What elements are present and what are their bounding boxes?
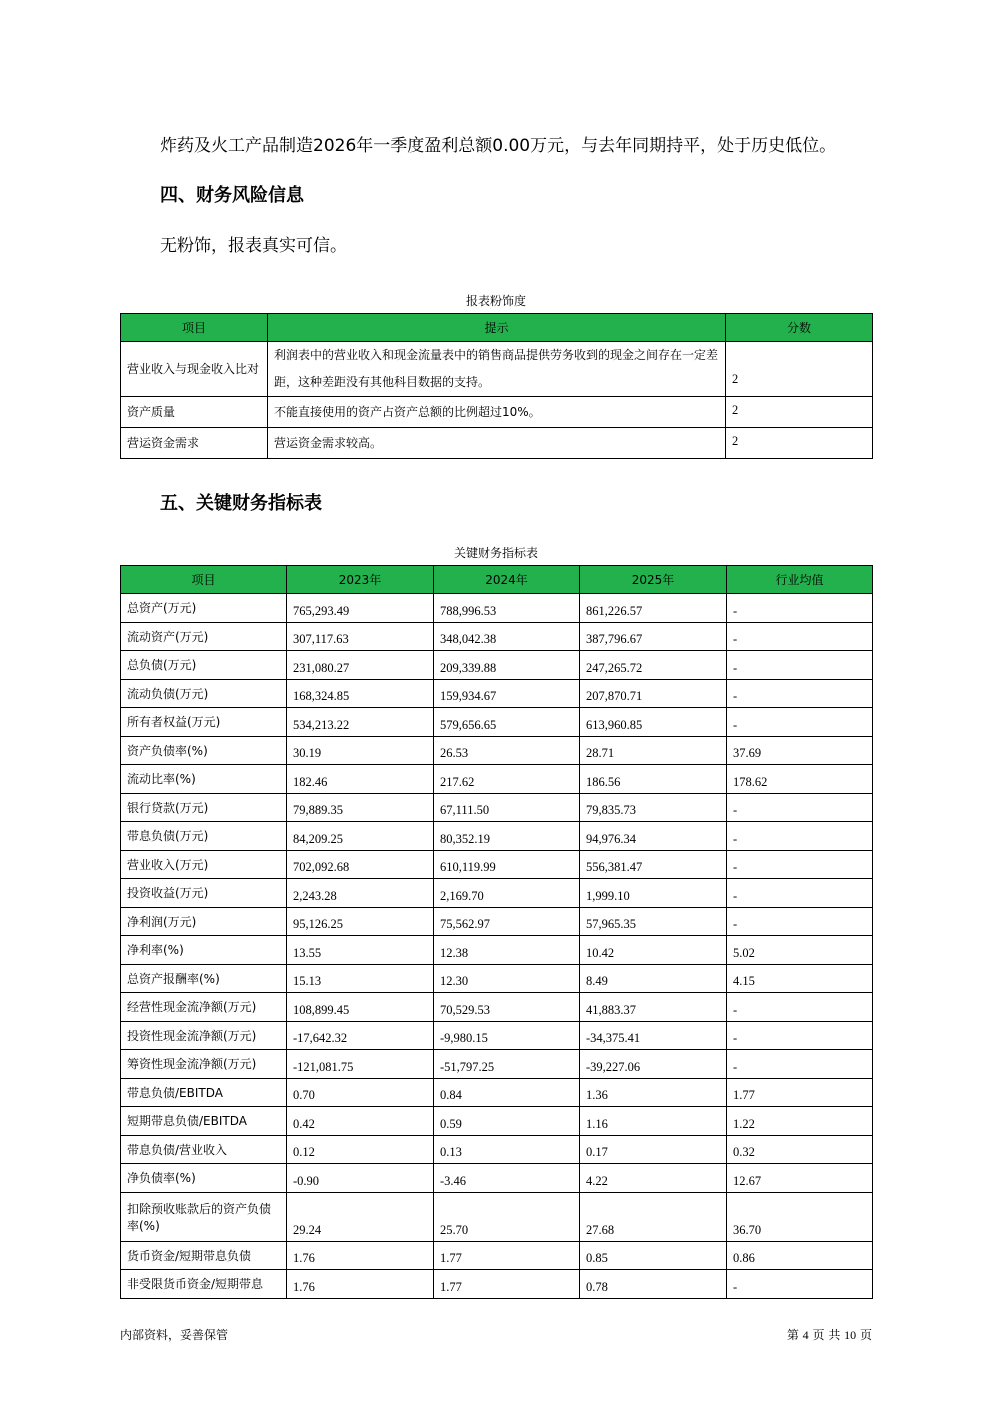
- row-label-cell: 净负债率(%): [121, 1164, 287, 1193]
- row-label-cell: 总资产(万元): [121, 594, 287, 623]
- page-total: 10: [844, 1328, 857, 1342]
- value-2025-cell: -34,375.41: [580, 1021, 727, 1050]
- value-2025-cell: 79,835.73: [580, 793, 727, 822]
- table-row: [121, 879, 873, 908]
- value-2025-cell: 0.85: [580, 1241, 727, 1270]
- value-2025-cell: 4.22: [580, 1164, 727, 1193]
- table-row: [121, 850, 873, 879]
- value-2025-cell: 556,381.47: [580, 850, 727, 879]
- table-row: [121, 594, 873, 623]
- table-row: [121, 1135, 873, 1164]
- value-2025-cell: 10.42: [580, 936, 727, 965]
- value-2023-cell: 307,117.63: [287, 622, 434, 651]
- header-hint: 提示: [268, 314, 726, 342]
- industry-avg-cell: -: [727, 622, 873, 651]
- value-2024-cell: -9,980.15: [434, 1021, 580, 1050]
- row-label-cell: 筹资性现金流净额(万元): [121, 1050, 287, 1079]
- value-2025-cell: 1,999.10: [580, 879, 727, 908]
- row-label-cell: 资产负债率(%): [121, 736, 287, 765]
- value-2025-cell: 8.49: [580, 964, 727, 993]
- table-row: [121, 651, 873, 680]
- table-row: [121, 1078, 873, 1107]
- value-2025-cell: 861,226.57: [580, 594, 727, 623]
- value-2025-cell: 186.56: [580, 765, 727, 794]
- row-label-cell: 流动负债(万元): [121, 679, 287, 708]
- value-2023-cell: 534,213.22: [287, 708, 434, 737]
- page-mid: 页 共: [812, 1328, 841, 1342]
- value-2024-cell: 12.30: [434, 964, 580, 993]
- value-2025-cell: 387,796.67: [580, 622, 727, 651]
- row-label-cell: 带息负债/营业收入: [121, 1135, 287, 1164]
- value-2023-cell: 0.42: [287, 1107, 434, 1136]
- industry-avg-cell: 1.77: [727, 1078, 873, 1107]
- value-2023-cell: 0.70: [287, 1078, 434, 1107]
- table-row: [121, 736, 873, 765]
- industry-avg-cell: -: [727, 850, 873, 879]
- industry-avg-cell: -: [727, 907, 873, 936]
- row-label-cell: 带息负债/EBITDA: [121, 1078, 287, 1107]
- value-2023-cell: 168,324.85: [287, 679, 434, 708]
- value-2025-cell: 613,960.85: [580, 708, 727, 737]
- value-2024-cell: 26.53: [434, 736, 580, 765]
- page-suffix: 页: [859, 1328, 872, 1342]
- value-2023-cell: 2,243.28: [287, 879, 434, 908]
- value-2024-cell: 0.59: [434, 1107, 580, 1136]
- whitewash-table: [120, 313, 873, 459]
- table-row: [121, 765, 873, 794]
- value-2023-cell: 30.19: [287, 736, 434, 765]
- value-2023-cell: 108,899.45: [287, 993, 434, 1022]
- row-score-cell: 2: [726, 428, 873, 459]
- indicator-table: [120, 565, 873, 1299]
- value-2024-cell: 1.77: [434, 1270, 580, 1299]
- value-2024-cell: 788,996.53: [434, 594, 580, 623]
- value-2023-cell: 79,889.35: [287, 793, 434, 822]
- value-2024-cell: 75,562.97: [434, 907, 580, 936]
- row-score-cell: 2: [726, 397, 873, 428]
- row-score-cell: 2: [726, 342, 873, 397]
- industry-avg-cell: 178.62: [727, 765, 873, 794]
- row-label-cell: 投资性现金流净额(万元): [121, 1021, 287, 1050]
- row-item-cell: 营运资金需求: [121, 428, 268, 459]
- table-row: [121, 822, 873, 851]
- indicator-table-caption: 关键财务指标表: [453, 546, 538, 560]
- value-2024-cell: 67,111.50: [434, 793, 580, 822]
- value-2023-cell: 765,293.49: [287, 594, 434, 623]
- section-4-text: 无粉饰，报表真实可信。: [160, 236, 347, 256]
- row-label-cell: 非受限货币资金/短期带息: [121, 1270, 287, 1299]
- industry-avg-cell: -: [727, 594, 873, 623]
- value-2023-cell: -0.90: [287, 1164, 434, 1193]
- intro-paragraph: 炸药及火工产品制造2026年一季度盈利总额0.00万元，与去年同期持平，处于历史低位。: [160, 136, 837, 156]
- value-2023-cell: 15.13: [287, 964, 434, 993]
- row-hint-cell: 营运资金需求较高。: [268, 428, 726, 459]
- value-2025-cell: 0.78: [580, 1270, 727, 1299]
- footer-confidential: 内部资料，妥善保管: [120, 1328, 229, 1342]
- value-2024-cell: 579,656.65: [434, 708, 580, 737]
- table-row: [121, 1050, 873, 1079]
- value-2023-cell: 13.55: [287, 936, 434, 965]
- industry-avg-cell: 1.22: [727, 1107, 873, 1136]
- footer-page-number: [787, 1326, 872, 1343]
- table-row: [121, 936, 873, 965]
- row-label-cell: 营业收入(万元): [121, 850, 287, 879]
- value-2025-cell: 0.17: [580, 1135, 727, 1164]
- row-label-cell: 净利率(%): [121, 936, 287, 965]
- industry-avg-cell: 36.70: [727, 1192, 873, 1241]
- header-item: 项目: [121, 314, 268, 342]
- value-2023-cell: 182.46: [287, 765, 434, 794]
- header-industry-avg: 行业均值: [727, 566, 873, 594]
- table-row: [121, 1192, 873, 1241]
- header-item: 项目: [121, 566, 287, 594]
- industry-avg-cell: 0.32: [727, 1135, 873, 1164]
- row-label-cell: 扣除预收账款后的资产负债率(%): [121, 1192, 287, 1241]
- header-score: 分数: [726, 314, 873, 342]
- value-2024-cell: 70,529.53: [434, 993, 580, 1022]
- row-label-cell: 净利润(万元): [121, 907, 287, 936]
- value-2023-cell: 1.76: [287, 1270, 434, 1299]
- value-2025-cell: 28.71: [580, 736, 727, 765]
- value-2024-cell: 2,169.70: [434, 879, 580, 908]
- value-2024-cell: 0.84: [434, 1078, 580, 1107]
- section-4-heading: 四、财务风险信息: [160, 185, 304, 206]
- table-row: [121, 708, 873, 737]
- row-label-cell: 短期带息负债/EBITDA: [121, 1107, 287, 1136]
- whitewash-table-caption: 报表粉饰度: [465, 294, 526, 308]
- value-2025-cell: 94,976.34: [580, 822, 727, 851]
- industry-avg-cell: -: [727, 993, 873, 1022]
- value-2025-cell: 41,883.37: [580, 993, 727, 1022]
- row-label-cell: 总资产报酬率(%): [121, 964, 287, 993]
- table-row: [121, 1241, 873, 1270]
- industry-avg-cell: -: [727, 651, 873, 680]
- value-2023-cell: -121,081.75: [287, 1050, 434, 1079]
- value-2025-cell: 247,265.72: [580, 651, 727, 680]
- industry-avg-cell: -: [727, 708, 873, 737]
- table-row: [121, 1021, 873, 1050]
- value-2024-cell: 1.77: [434, 1241, 580, 1270]
- value-2024-cell: 610,119.99: [434, 850, 580, 879]
- industry-avg-cell: -: [727, 822, 873, 851]
- table-row: [121, 793, 873, 822]
- row-label-cell: 总负债(万元): [121, 651, 287, 680]
- value-2025-cell: -39,227.06: [580, 1050, 727, 1079]
- header-2025: 2025年: [580, 566, 727, 594]
- value-2024-cell: -3.46: [434, 1164, 580, 1193]
- value-2025-cell: 1.16: [580, 1107, 727, 1136]
- value-2023-cell: 0.12: [287, 1135, 434, 1164]
- value-2023-cell: 95,126.25: [287, 907, 434, 936]
- row-label-cell: 流动比率(%): [121, 765, 287, 794]
- table-row: [121, 964, 873, 993]
- industry-avg-cell: 5.02: [727, 936, 873, 965]
- value-2024-cell: 217.62: [434, 765, 580, 794]
- row-label-cell: 经营性现金流净额(万元): [121, 993, 287, 1022]
- value-2023-cell: 702,092.68: [287, 850, 434, 879]
- table-row: [121, 342, 873, 397]
- industry-avg-cell: -: [727, 793, 873, 822]
- value-2025-cell: 1.36: [580, 1078, 727, 1107]
- industry-avg-cell: -: [727, 879, 873, 908]
- value-2023-cell: -17,642.32: [287, 1021, 434, 1050]
- value-2023-cell: 1.76: [287, 1241, 434, 1270]
- value-2024-cell: -51,797.25: [434, 1050, 580, 1079]
- table-row: [121, 397, 873, 428]
- value-2024-cell: 209,339.88: [434, 651, 580, 680]
- value-2024-cell: 0.13: [434, 1135, 580, 1164]
- value-2024-cell: 348,042.38: [434, 622, 580, 651]
- row-label-cell: 带息负债(万元): [121, 822, 287, 851]
- industry-avg-cell: 0.86: [727, 1241, 873, 1270]
- table-header-row: [121, 566, 873, 594]
- row-hint-cell: 利润表中的营业收入和现金流量表中的销售商品提供劳务收到的现金之间存在一定差距，这种差距没有其他科目数据的支持。: [268, 342, 726, 397]
- table-row: [121, 428, 873, 459]
- industry-avg-cell: -: [727, 679, 873, 708]
- row-hint-cell: 不能直接使用的资产占资产总额的比例超过10%。: [268, 397, 726, 428]
- row-label-cell: 银行贷款(万元): [121, 793, 287, 822]
- row-label-cell: 投资收益(万元): [121, 879, 287, 908]
- industry-avg-cell: -: [727, 1270, 873, 1299]
- industry-avg-cell: -: [727, 1021, 873, 1050]
- row-item-cell: 营业收入与现金收入比对: [121, 342, 268, 397]
- row-label-cell: 货币资金/短期带息负债: [121, 1241, 287, 1270]
- industry-avg-cell: 4.15: [727, 964, 873, 993]
- table-row: [121, 1164, 873, 1193]
- table-row: [121, 679, 873, 708]
- table-header-row: [121, 314, 873, 342]
- table-row: [121, 1107, 873, 1136]
- header-2023: 2023年: [287, 566, 434, 594]
- value-2023-cell: 84,209.25: [287, 822, 434, 851]
- table-row: [121, 622, 873, 651]
- value-2024-cell: 12.38: [434, 936, 580, 965]
- industry-avg-cell: -: [727, 1050, 873, 1079]
- value-2025-cell: 57,965.35: [580, 907, 727, 936]
- industry-avg-cell: 12.67: [727, 1164, 873, 1193]
- section-5-heading: 五、关键财务指标表: [160, 493, 322, 514]
- row-label-cell: 流动资产(万元): [121, 622, 287, 651]
- page-prefix: 第: [786, 1328, 799, 1342]
- value-2023-cell: 231,080.27: [287, 651, 434, 680]
- value-2024-cell: 25.70: [434, 1192, 580, 1241]
- row-item-cell: 资产质量: [121, 397, 268, 428]
- value-2023-cell: 29.24: [287, 1192, 434, 1241]
- industry-avg-cell: 37.69: [727, 736, 873, 765]
- value-2025-cell: 207,870.71: [580, 679, 727, 708]
- table-row: [121, 907, 873, 936]
- value-2024-cell: 159,934.67: [434, 679, 580, 708]
- value-2024-cell: 80,352.19: [434, 822, 580, 851]
- row-label-cell: 所有者权益(万元): [121, 708, 287, 737]
- value-2025-cell: 27.68: [580, 1192, 727, 1241]
- page-current: 4: [802, 1328, 809, 1342]
- table-row: [121, 993, 873, 1022]
- header-2024: 2024年: [434, 566, 580, 594]
- table-row: [121, 1270, 873, 1299]
